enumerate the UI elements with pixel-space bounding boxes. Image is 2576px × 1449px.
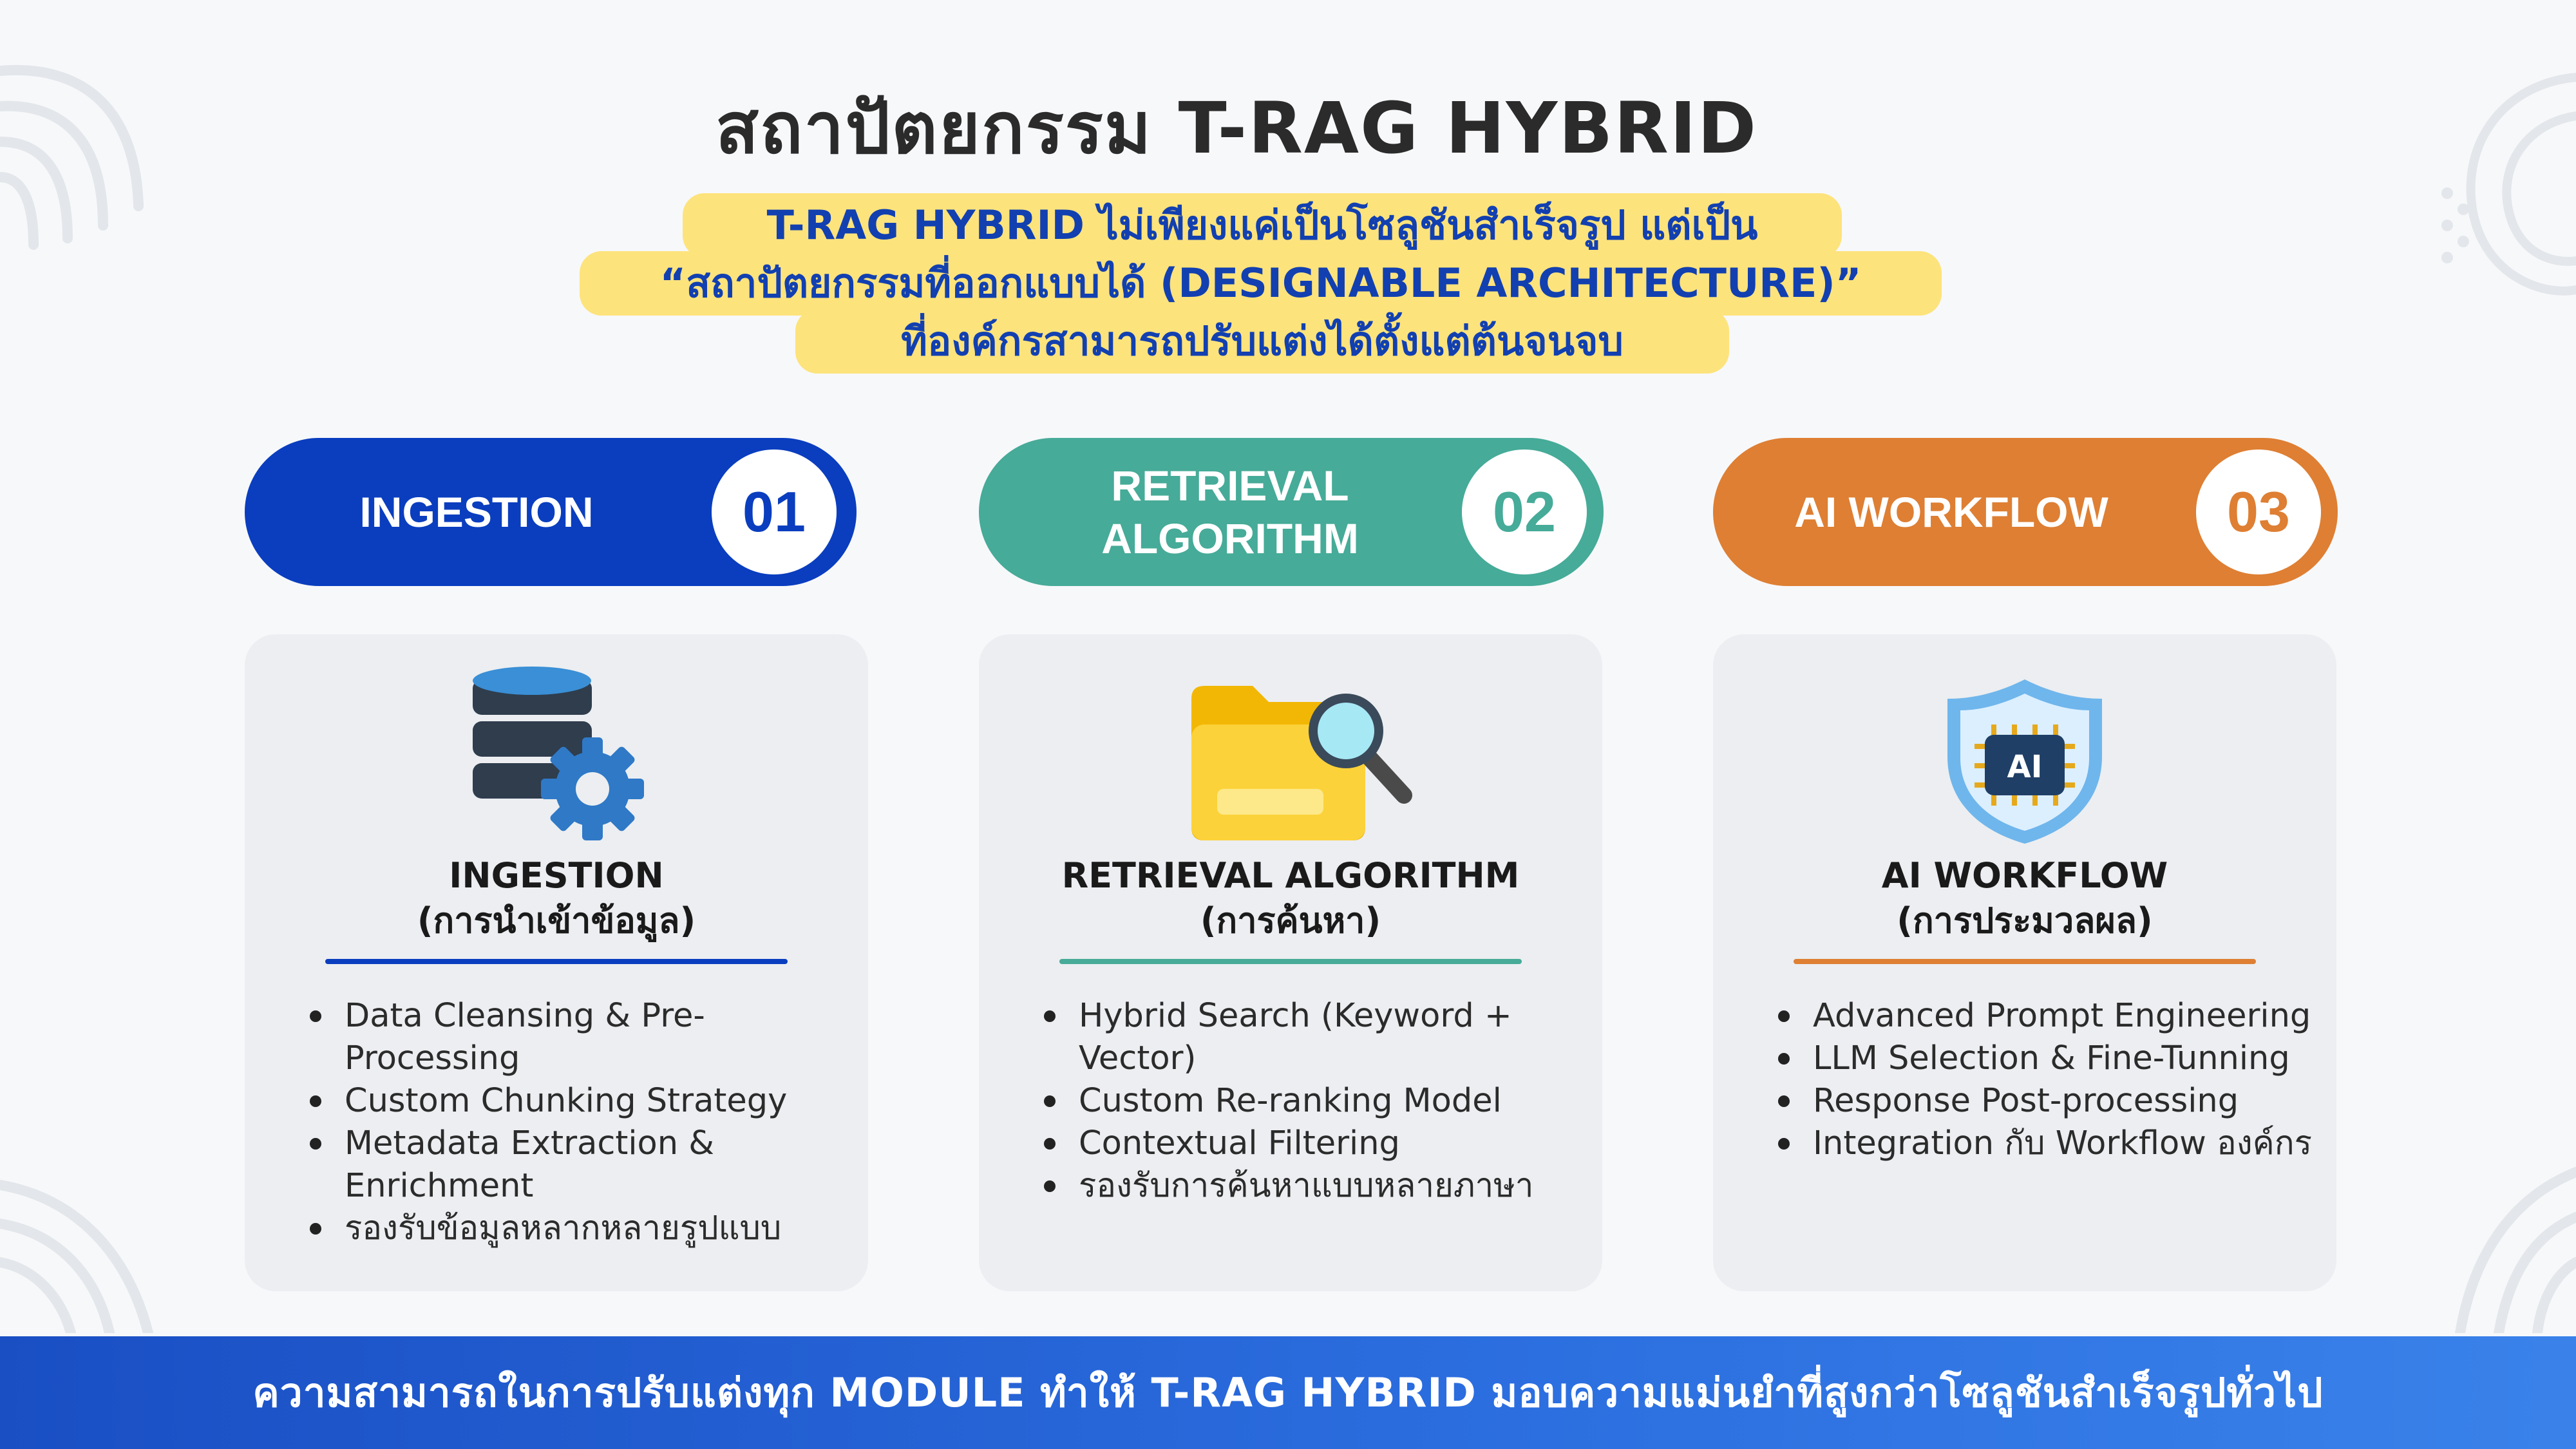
pillar-header-ai-workflow [1713,438,2338,586]
list-item: Data Cleansing & Pre-Processing [306,995,853,1080]
callout-line-2: “สถาปัตยกรรมที่ออกแบบได้ (DESIGNABLE ARCHITECTURE)” [580,251,1942,316]
card-retrieval [979,634,1602,1291]
decorative-lines-bottom-right [2434,1159,2576,1333]
pillar-header-retrieval [979,438,1604,586]
card-divider [325,959,788,964]
list-item: Integration กับ Workflow องค์กร [1774,1122,2322,1165]
card-title-sub: (การนำเข้าข้อมูล) [417,900,696,941]
card-title-main: AI WORKFLOW [1881,855,2168,896]
folder-search-icon [979,660,1602,853]
list-item: Metadata Extraction & Enrichment [306,1122,853,1208]
card-ai-workflow [1713,634,2336,1291]
list-item: Contextual Filtering [1040,1122,1587,1165]
callout-line-1: T-RAG HYBRID ไม่เพียงแค่เป็นโซลูชันสำเร็จรูป แต่เป็น [683,193,1842,258]
feature-list [1040,995,1587,1208]
card-ingestion [245,634,868,1291]
footer-banner: ความสามารถในการปรับแต่งทุก MODULE ทำให้ T-RAG HYBRID มอบความแม่นยำที่สูงกว่าโซลูชันสำเร็จรูปทั่วไป [0,1336,2576,1449]
card-divider [1794,959,2256,964]
card-title-main: INGESTION [449,855,664,896]
decorative-lines-bottom-left [0,1172,155,1333]
svg-text:AI: AI [2007,749,2043,785]
list-item: Custom Chunking Strategy [306,1080,853,1122]
list-item: Hybrid Search (Keyword + Vector) [1040,995,1587,1080]
list-item: Response Post-processing [1774,1080,2322,1122]
ai-shield-icon [1713,660,2336,853]
pillar-number: 01 [712,450,837,574]
list-item: LLM Selection & Fine-Tunning [1774,1037,2322,1080]
pillar-label: RETRIEVAL ALGORITHM [1101,462,1359,562]
card-title-sub: (การประมวลผล) [1897,900,2153,941]
pillar-label: AI WORKFLOW [1794,488,2108,536]
card-title-main: RETRIEVAL ALGORITHM [1061,855,1520,896]
list-item: รองรับการค้นหาแบบหลายภาษา [1040,1165,1587,1208]
list-item: Custom Re-ranking Model [1040,1080,1587,1122]
card-title [1713,853,2336,943]
feature-list [306,995,853,1250]
pillar-number: 03 [2196,450,2321,574]
pillar-number: 02 [1462,450,1587,574]
list-item: รองรับข้อมูลหลากหลายรูปแบบ [306,1208,853,1250]
callout-line-3: ที่องค์กรสามารถปรับแต่งได้ตั้งแต่ต้นจนจบ [795,309,1729,374]
page-title: สถาปัตยกรรม T-RAG HYBRID [715,87,1758,169]
feature-list [1774,995,2322,1165]
card-title [979,853,1602,943]
card-title-sub: (การค้นหา) [1200,900,1381,941]
card-divider [1059,959,1522,964]
pillar-header-ingestion [245,438,857,586]
database-gear-icon [245,660,868,853]
card-title [245,853,868,943]
pillar-label: INGESTION [359,488,594,536]
list-item: Advanced Prompt Engineering [1774,995,2322,1037]
